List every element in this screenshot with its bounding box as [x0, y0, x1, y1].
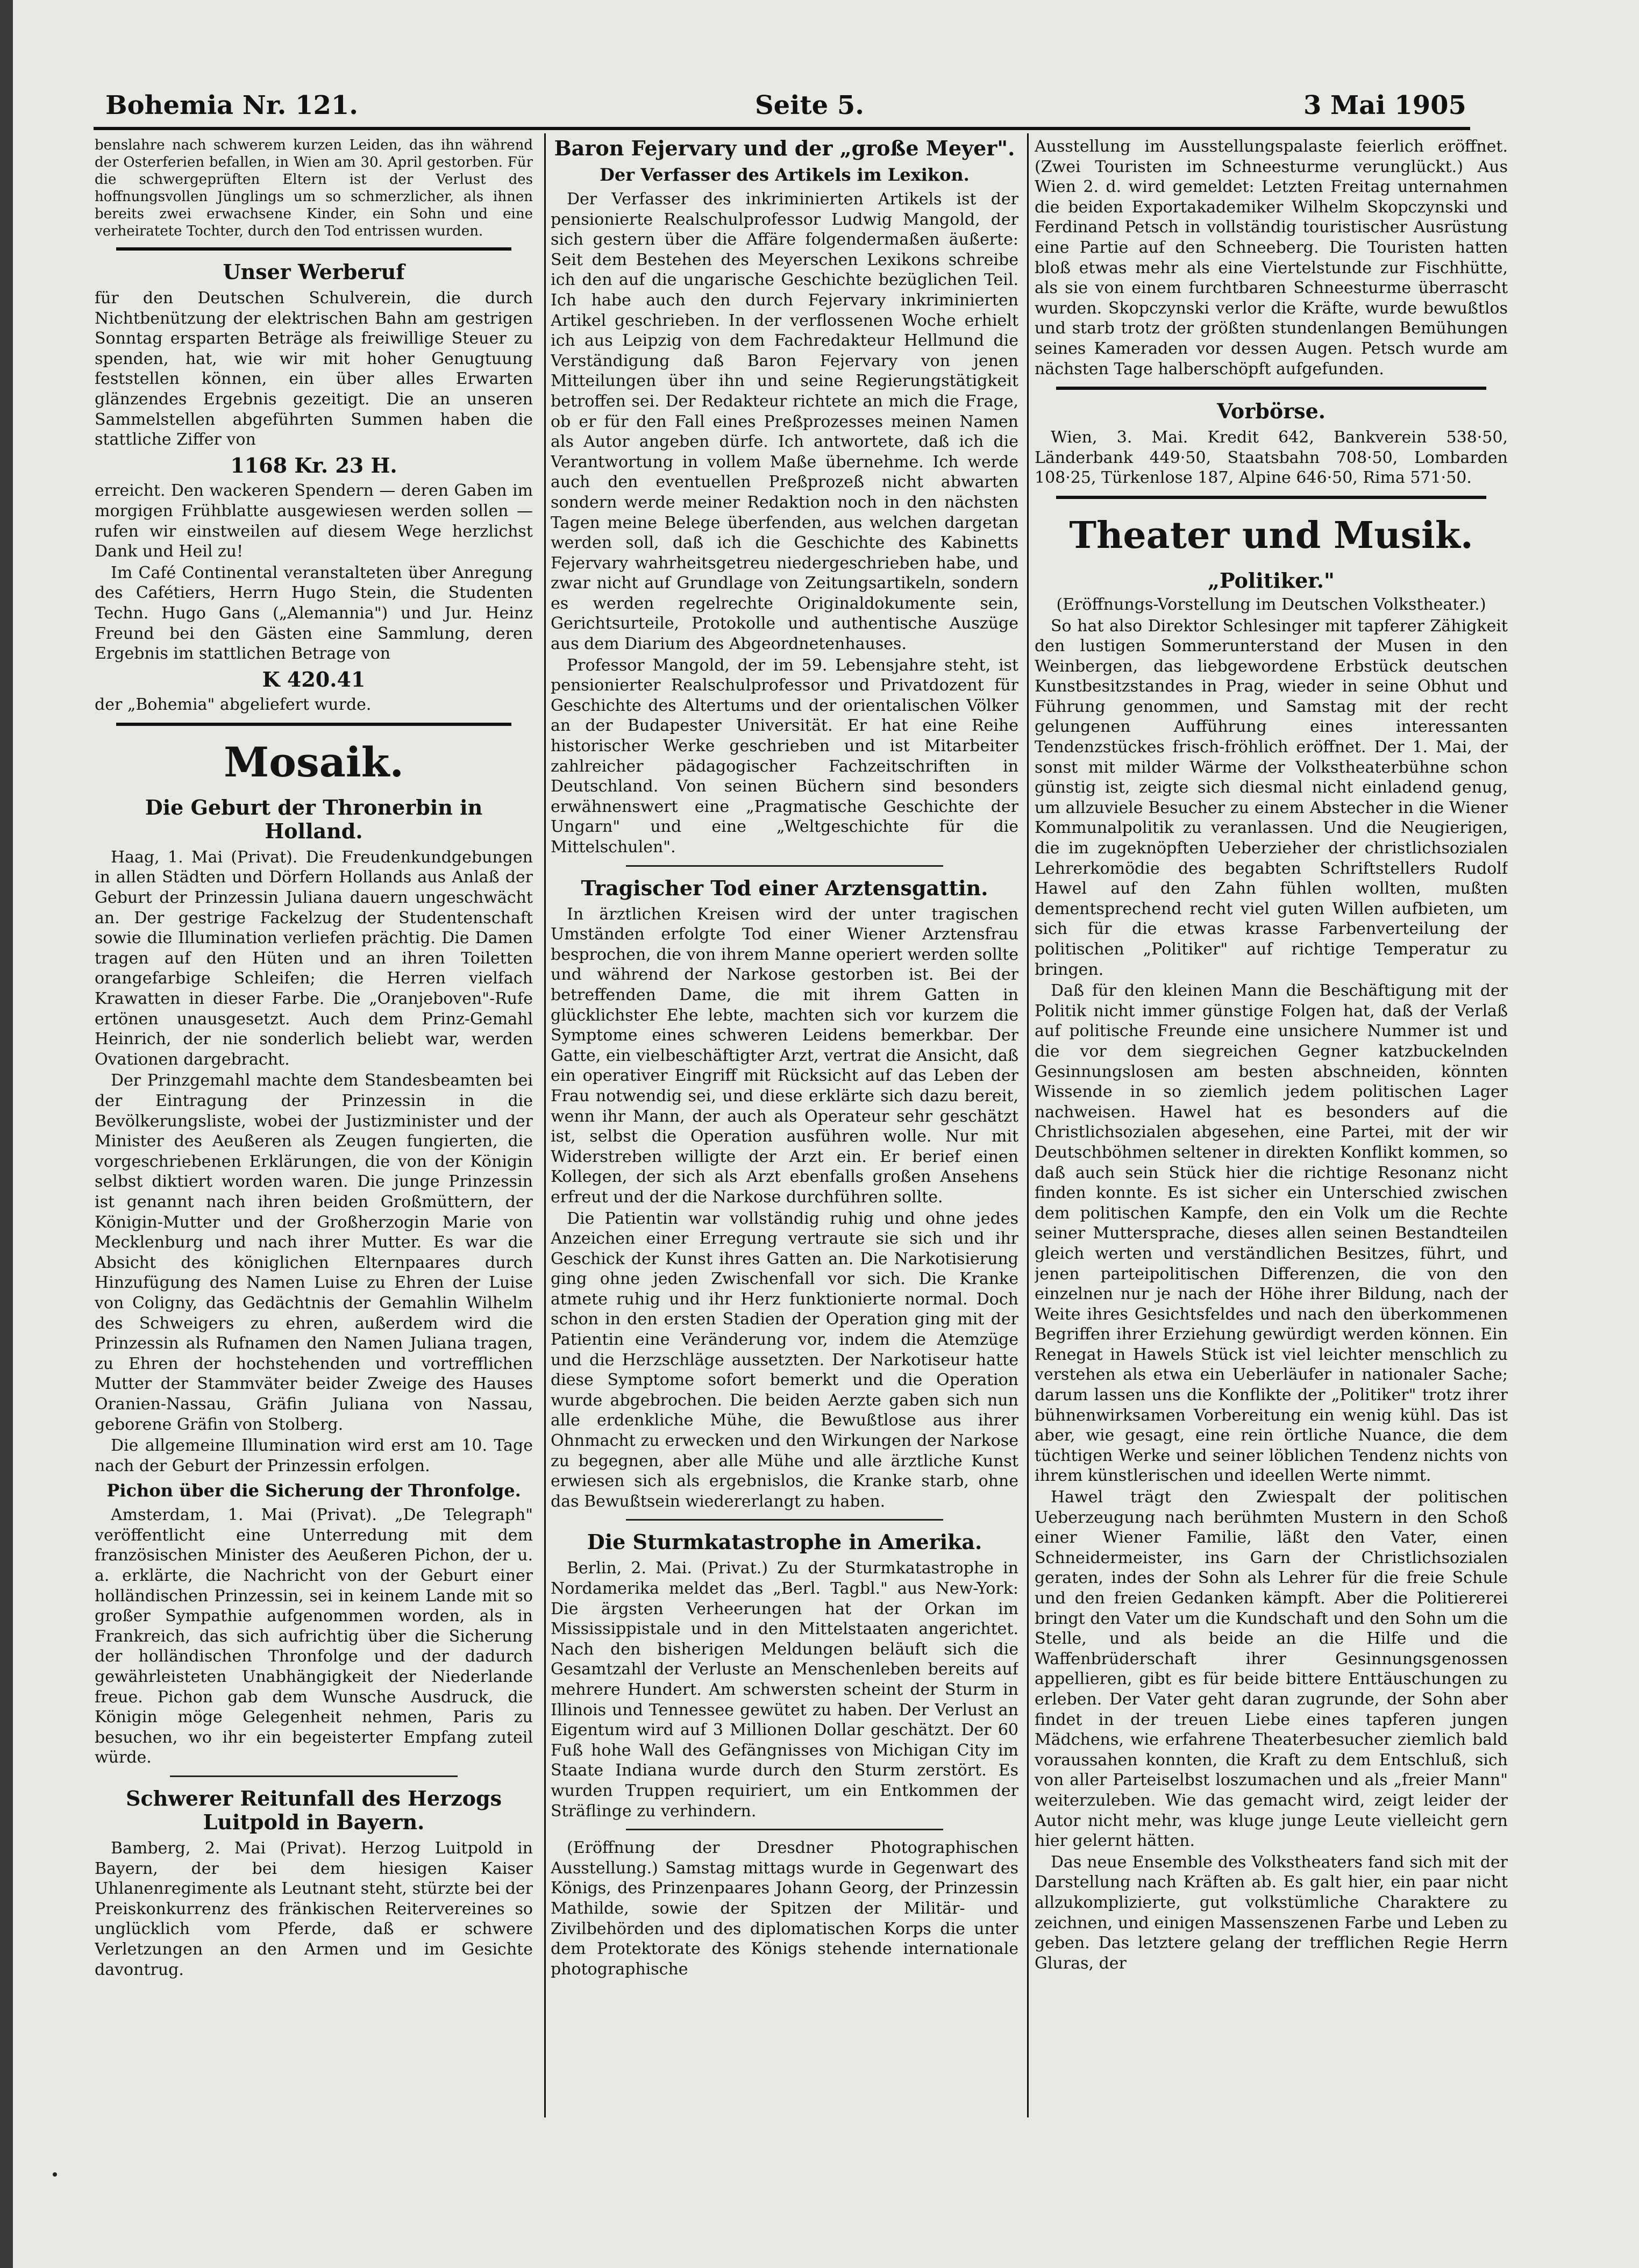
column-3 — [1035, 137, 1508, 2115]
pichon-text: Amsterdam, 1. Mai (Privat). „De Telegraph" veröffentlicht eine Unterredung mit dem französischen Minister des Aeußeren Pichon, der u. a. erklärte, die Nachricht von der Geburt einer holländischen Prinzessin, sei in keinem Lande mit so großer Sympathie aufgenommen worden, als in Frankreich, das sich aufrichtig über die Sicherung der holländischen Thronfolge und der dadurch gewährleisteten Unabhängigkeit der Niederlande freue. Pichon gab dem Wunsche Ausdruck, die Königin möge Gelegenheit nehmen, Paris zu besuchen, wo ihr ein begeisterter Empfang zuteil würde. — [95, 1506, 533, 1767]
review-text-2: Daß für den kleinen Mann die Beschäftigung mit der Politik nicht immer günstige Folgen hat, daß der Verlaß auf politische Freunde eine unsichere Nummer ist und die vor dem siegreichen Gegner katzbuckelnden Gesinnungslosen am besten abschneiden, könnten Wissende in so ziemlich jedem politischen Lager nachweisen. Hawel hat es besonders auf die Christlichsozialen abgesehen, eine Partei, mit der wir Deutschböhmen seltener in direkten Konflikt kommen, so daß auch sein Stück hier die richtige Resonanz nicht finden konnte. Es ist sicher ein Unterschied zwischen dem politischen Kampfe, den ein Volk um die Rechte seiner Muttersprache, dieses allen seinen Bestandteilen gleich werten und verständlichen Besitzes, führt, und jenen parteipolitischen Differenzen, die von den einzelnen nur je nach der Höhe ihrer Bildung, nach der Weite ihres Gesichtsfeldes und nach den überkommenen Begriffen ihrer Erziehung gewürdigt werden können. Ein Renegat in Hawels Stück ist viel leichter menschlich zu verstehen als etwa ein Ueberläufer in nationaler Sache; darum lassen uns die Konflikte der „Politiker" trotz ihrer bühnenwirksamen Vorbereitung ein wenig kühl. Das ist aber, wie gesagt, eine rein örtliche Nuance, die dem tüchtigen Werke und seiner löblichen Tendenz nichts von ihrem künstlerischen und ideellen Werte nimmt. — [1035, 981, 1508, 1486]
pichon-title: Pichon über die Sicherung der Thronfolge. — [106, 1480, 521, 1501]
birth-text-2: Der Prinzgemahl machte dem Standesbeamten bei der Eintragung der Prinzessin in die Bevölkerungsliste, wobei der Justizminister und der Minister des Aeußeren als Zeugen fungierten, die vorgeschriebenen Erklärungen, die von der Königin selbst diktiert worden waren. Die junge Prinzessin ist genannt nach ihren beiden Großmüttern, der Königin-Mutter und der Großherzogin Marie von Mecklenburg und nach ihrer Mutter. Es war die Absicht des königlichen Elternpaares durch Hinzufügung des Namen Luise zu Ehren der Luise von Coligny, das Gedächtnis der Gemahlin Wilhelm des Schweigers zu ehren, außerdem wird die Prinzessin als Rufnamen den Namen Juliana tragen, zu Ehren der hochstehenden und vortrefflichen Mutter der Stammväter beider Zweige des Hauses Oranien-Nassau, Gräfin Juliana von Nassau, geborene Gräfin von Stolberg. — [95, 1071, 533, 1434]
play-title: „Politiker." — [1208, 568, 1335, 593]
appeal-amount: 1168 Kr. 23 H. — [230, 453, 397, 477]
column-1 — [95, 137, 533, 2115]
fejervary-title: Baron Fejervary und der „große Meyer". — [554, 137, 1015, 160]
cafe-amount: K 420.41 — [262, 667, 366, 691]
header-rule — [94, 127, 1470, 130]
review-text-1: So hat also Direktor Schlesinger mit tapferer Zähigkeit den lustigen Sommerunterstand der Musen in den Weinbergen, das liebgewordene Erbstück deutschen Kunstbesitzstandes in Prag, wieder in seine Obhut und Führung genommen, und Samstag mit der recht gelungenen Aufführung eines interessanten Tendenzstückes frisch-fröhlich eröffnet. Der 1. Mai, der sonst mit milder Wärme der Volkstheaterbühne schon günstig ist, zeigte sich diesmal nicht einladend genug, um allzuviele Besucher zu einem Abstecher in die Wiener Kommunalpolitik zu veranlassen. Und die Neugierigen, die im zugeknöpften Ueberzieher der christlichsozialen Lehrerkomödie des begabten Schriftstellers Rudolf Hawel auf den Zahn fühlen wollten, mußten dementsprechend recht viel guten Willen aufbieten, um sich für die etwas krasse Farbenverteilung der politischen „Politiker" auf richtige Temperatur zu bringen. — [1035, 616, 1508, 979]
appeal-text: für den Deutschen Schulverein, die durch Nichtbenützung der elektrischen Bahn am gestrigen Sonntag ersparten Beträge als freiwillige Steuer zu spenden, hat, wie wir mit hoher Genugtuung feststellen können, ein über alles Erwarten glänzendes Ergebnis gezeitigt. Die an unseren Sammelstellen abgeführten Summen haben die stattliche Ziffer von — [95, 289, 533, 450]
borse-text: Wien, 3. Mai. Kredit 642, Bankverein 538·50, Länderbank 449·50, Staatsbahn 708·50, Lombarden 108·25, Türkenlose 187, Alpine 646·50, Rima 571·50. — [1035, 428, 1508, 488]
obituary-text: benslahre nach schwerem kurzen Leiden, das ihn während der Osterferien befallen, in Wien am 30. April gestorben. Für die schwergeprüften Eltern ist der Verlust des hoffnungsvollen Jünglings um so schmerzlicher, als ihnen bereits zwei erwachsene Kinder, ein Sohn und eine verheiratete Tochter, durch den Tod entrissen wurden. — [95, 137, 533, 239]
separator — [116, 247, 511, 251]
review-text-4: Das neue Ensemble des Volkstheaters fand sich mit der Darstellung nach Kräften ab. Es galt hier, ein paar nicht allzukomplizierte, gut volkstümliche Charaktere zu zeichnen, und einigen Massenszenen Farbe und Leben zu geben. Das letztere gelang der trefflichen Regie Herrn Gluras, der — [1035, 1852, 1508, 1973]
doctor-title: Tragischer Tod einer Arztensgattin. — [581, 875, 988, 900]
play-subtitle: (Eröffnungs-Vorstellung im Deutschen Volkstheater.) — [1056, 595, 1486, 614]
appeal-text-2: erreicht. Den wackeren Spendern — deren Gaben im morgigen Frühblatte ausgewiesen werden sollen — rufen wir einstweilen auf diesem Wege herzlichst Dank und Heil zu! — [95, 481, 533, 561]
fejervary-text-2: Professor Mangold, der im 59. Lebensjahre steht, ist pensionierter Realschulprofessor und Privatdozent für Geschichte des Altertums und der orientalischen Völker an der Budapester Universität. Er hat eine Reihe historischer Werke geschrieben und ist Mitarbeiter zahlreicher pädagogischer Fachzeitschriften in Deutschland. Von seinen Büchern sind besonders erwähnenswert eine „Pragmatische Geschichte der Ungarn" und eine „Weltgeschichte für die Mittelschulen". — [551, 655, 1018, 857]
page-number: Seite 5. — [755, 90, 864, 120]
doctor-text-2: Die Patientin war vollständig ruhig und ohne jedes Anzeichen einer Erregung vertraute sie sich und ihr Geschick der Kunst ihres Gatten an. Die Narkotisierung ging ohne jeden Zwischenfall vor sich. Die Kranke atmete ruhig und ihr Herz funktionierte normal. Doch schon in den ersten Stadien der Operation ging mit der Patientin eine Veränderung vor, indem die Atemzüge und die Herzschläge aussetzten. Der Narkotiseur hatte diese Symptome sofort bemerkt und die Operation wurde abgebrochen. Die beiden Aerzte gaben sich nun alle erdenkliche Mühe, die Bewußtlose aus ihrer Ohnmacht zu erwecken und den Wirkungen der Narkose zu begegnen, aber alle Mühe und alle ärztliche Kunst erwiesen sich als ergebnislos, die Kranke starb, ohne das Bewußtsein wiedererlangt zu haben. — [551, 1209, 1018, 1511]
storm-title: Die Sturmkatastrophe in Amerika. — [587, 1530, 982, 1554]
separator — [170, 1775, 458, 1777]
birth-text-1: Haag, 1. Mai (Privat). Die Freudenkundgebungen in allen Städten und Dörfern Hollands aus Anlaß der Geburt der Prinzessin Juliana dauern ungeschwächt an. Der gestrige Fackelzug der Studentenschaft sowie die Illumination verliefen prächtig. Die Damen tragen auf den Hüten und an ihren Toiletten orangefarbige Schleifen; die Herren vielfach Krawatten in dieser Farbe. Die „Oranjeboven"-Rufe ertönen unausgesetzt. Auch dem Prinz-Gemahl Heinrich, der nie sonderlich beliebt war, werden Ovationen dargebracht. — [95, 847, 533, 1069]
separator — [626, 865, 943, 867]
ride-text: Bamberg, 2. Mai (Privat). Herzog Luitpold in Bayern, der bei dem hiesigen Kaiser Uhlanenregimente als Leutnant steht, stürzte bei der Preiskonkurrenz des fränkischen Reitervereines so unglücklich vom Pferde, daß er schwere Verletzungen an den Armen und im Gesichte davontrug. — [95, 1839, 533, 1979]
review-text-3: Hawel trägt den Zwiespalt der politischen Ueberzeugung nach berühmten Mustern in den Schoß einer Wiener Familie, läßt den Vater, einen Schneidermeister, ins Garn der Christlichsozialen geraten, indes der Sohn als Lehrer für die freie Schule und den freien Gedanken kämpft. Aber die Politiererei bringt den Vater um die Kundschaft und den Sohn um die Stelle, und als beide an die Hilfe und die Waffenbrüderschaft ihrer Gesinnungsgenossen appellieren, gibt es für beide bittere Enttäuschungen zu erleben. Der Vater geht daran zugrunde, der Sohn aber findet in der treuen Liebe eines tapferen jungen Mädchens, wie erfahrene Theaterbesucher ziemlich bald voraussahen konnten, die Kraft zu dem Entschluß, sich von aller Parteiselbst loszumachen und als „freier Mann" weiterzuleben. Wie das gemacht wird, zeigt leider der Autor nicht mehr, was kluge junge Leute vielleicht gern hier gelernt hätten. — [1035, 1488, 1508, 1851]
ride-title: Schwerer Reitunfall des Herzogs Luitpold in Bayern. — [126, 1786, 502, 1834]
dresden-text: (Eröffnung der Dresdner Photographischen Ausstellung.) Samstag mittags wurde in Gegenwart des Königs, des Prinzenpaares Johann Georg, der Prinzessin Mathilde, sowie der Spitzen der Militär- und Zivilbehörden und des diplomatischen Korps die unter dem Protektorate des Königs stehende internationale photographische — [551, 1838, 1018, 1979]
fejervary-text-1: Der Verfasser des inkriminierten Artikels ist der pensionierte Realschulprofessor Ludwig Mangold, der sich gestern über die Affäre folgendermaßen äußerte: Seit dem Bestehen des Meyerschen Lexikons schreibe ich den auf die ungarische Geschichte bezüglichen Teil. Ich habe auch den durch Fejervary inkriminierten Artikel geschrieben. In der verflossenen Woche erhielt ich aus Leipzig von dem Fachredakteur Hellmund die Verständigung daß Baron Fejervary von jenen Mitteilungen über ihn und seine Regierungstätigkeit betroffen sei. Der Redakteur richtete an mich die Frage, ob er für den Fall eines Preßprozesses meinen Namen als Autor angeben dürfe. Ich antwortete, daß ich die Verantwortung in vollem Maße übernehme. Ich werde auch den eventuellen Preßprozeß nicht abwarten sondern werde meiner Redaktion noch in den nächsten Tagen meine Belege überfenden, aus welchen dargetan werden soll, daß ich die Geschichte des Kabinetts Fejervary wahrheitsgetreu niedergeschrieben habe, und zwar nicht auf Grundlage von Zeitungsartikeln, sondern es werden regelrechte Originaldokumente sein, Gerichtsurteile, Protokolle und authentische Auszüge aus dem Diarium des Abgeordnetenhauses. — [551, 190, 1018, 654]
mosaik-title: Mosaik. — [224, 738, 404, 786]
separator — [626, 1519, 943, 1521]
fejervary-subtitle: Der Verfasser des Artikels im Lexikon. — [600, 165, 970, 185]
borse-title: Vorbörse. — [1216, 399, 1326, 424]
birth-title: Die Geburt der Thronerbin in Holland. — [145, 795, 483, 843]
appeal-title: Unser Werberuf — [223, 260, 405, 284]
cafe-tail: der „Bohemia" abgeliefert wurde. — [95, 695, 372, 715]
doctor-text-1: In ärztlichen Kreisen wird der unter tragischen Umständen erfolgte Tod einer Wiener Arztensfrau besprochen, die von ihrem Manne operiert werden sollte und während der Narkose gestorben ist. Bei der betreffenden Dame, die mit ihrem Gatten in glücklichster Ehe lebte, machten sich vor kurzem die Symptome eines schweren Leidens bemerkbar. Der Gatte, ein vielbeschäftigter Arzt, vertrat die Ansicht, daß ein operativer Eingriff mit Rücksicht auf das Leben der Frau notwendig sei, und diese erklärte sich dazu bereit, wenn ihr Mann, der auch als Operateur sehr geschätzt ist, selbst die Operation ausführen wolle. Nur mit Widerstreben willigte der Arzt ein. Er berief einen Kollegen, der sich als Arzt ebenfalls großen Ansehens erfreut und der die Narkose durchführen sollte. — [551, 904, 1018, 1207]
separator — [1056, 496, 1486, 499]
separator — [626, 1829, 943, 1830]
cafe-text: Im Café Continental veranstalteten über Anregung des Cafétiers, Herrn Hugo Stein, die Studenten Techn. Hugo Gans („Alemannia") und Jur. Heinz Freund bei den Gästen eine Sammlung, deren Ergebnis im stattlichen Betrage von — [95, 563, 533, 664]
issue-date: 3 Mai 1905 — [1303, 90, 1466, 120]
column-rule-1 — [544, 133, 546, 2117]
separator — [1056, 387, 1486, 390]
separator — [116, 723, 511, 726]
storm-text: Berlin, 2. Mai. (Privat.) Zu der Sturmkatastrophe in Nordamerika meldet das „Berl. Tagbl." aus New-York: Die ärgsten Verheerungen hat der Orkan im Mississippistale und in den Mittelstaaten angerichtet. Nach den bisherigen Meldungen beläuft sich die Gesamtzahl der Verluste an Menschenleben bereits auf mehrere Hundert. Am schwersten scheint der Sturm in Illinois und Tennessee gewütet zu haben. Der Verlust an Eigentum wird auf 3 Millionen Dollar geschätzt. Der 60 Fuß hohe Wall des Gefängnisses von Michigan City im Staate Indiana wurde durch den Sturm zerstört. Es wurden Truppen requiriert, um ein Entkommen der Sträflinge zu verhindern. — [551, 1559, 1018, 1821]
column-rule-2 — [1027, 133, 1029, 2117]
theater-title: Theater und Musik. — [1069, 513, 1473, 557]
alpine-accident-text: Ausstellung im Ausstellungspalaste feierlich eröffnet. (Zwei Touristen im Schneesturme verunglückt.) Aus Wien 2. d. wird gemeldet: Letzten Freitag unternahmen die beiden Exportakademiker Wilhelm Skopczynski und Ferdinand Petsch in vollständig touristischer Ausrüstung eine Partie auf den Schneeberg. Die Touristen hatten bloß etwas mehr als eine Viertelstunde zur Fischhütte, als sie von einem furchtbaren Schneesturme überrascht wurden. Skopczynski verlor die Kräfte, wurde bewußtlos und starb trotz der größten stundenlangen Bemühungen seines Kameraden vor dessen Augen. Petsch wurde am nächsten Tage halberschöpft aufgefunden. — [1035, 137, 1508, 379]
newspaper-page — [13, 0, 1639, 2268]
birth-text-3: Die allgemeine Illumination wird erst am 10. Tage nach der Geburt der Prinzessin erfolgen. — [95, 1436, 533, 1475]
paper-issue: Bohemia Nr. 121. — [105, 90, 358, 120]
column-2 — [551, 137, 1018, 2115]
scan-speck — [53, 2172, 57, 2177]
